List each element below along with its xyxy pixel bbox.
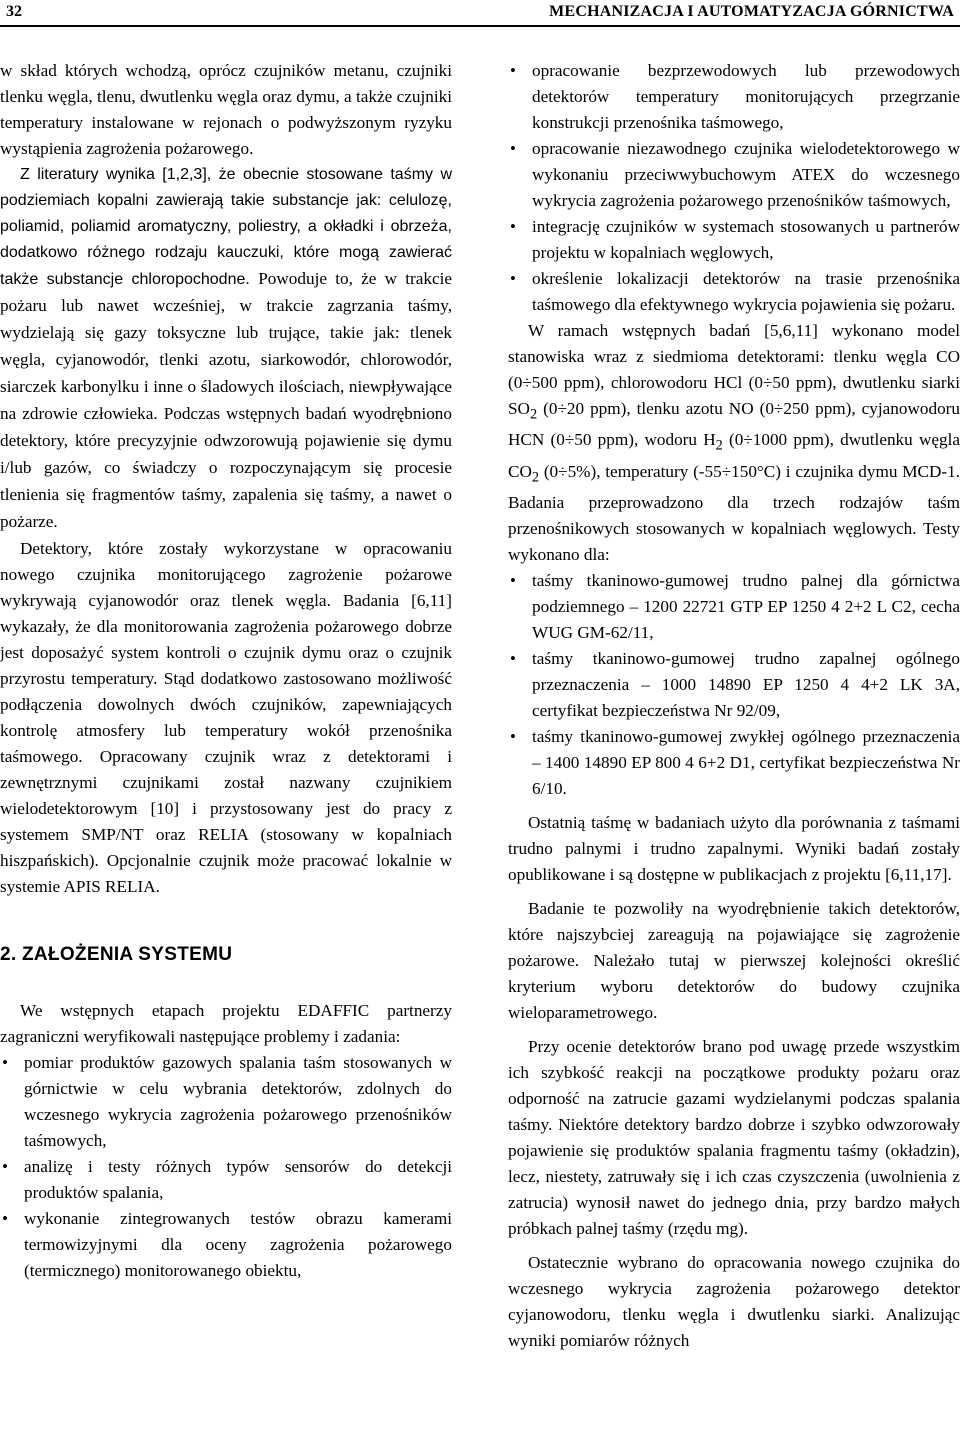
right-column [508,58,960,1354]
list-item: • opracowanie bezprzewodowych lub przewodowych detektorów temperatury monitorujących przegrzanie konstrukcji przenośnika taśmowego, [508,58,960,136]
paragraph-part: (0÷5%), temperatury (-55÷150°C) i czujnika dymu MCD-1. Badania przeprowadzono dla trzech rodzajów taśm przenośnikowych stosowanych w kopalniach węglowych. Testy wykonano dla: [508,461,960,565]
paragraph: Badanie te pozwoliły na wyodrębnienie takich detektorów, które najszybciej zareagują na pojawiające się zagrożenie pożarowe. Należało tutaj w pierwszej kolejności określić kryterium wyboru detektorów do budowy czujnika wieloparametrowego. [508,899,960,1023]
paragraph: We wstępnych etapach projektu EDAFFIC partnerzy zagraniczni weryfikowali następujące problemy i zadania: [0,1001,452,1046]
spacer [508,802,960,810]
header-rule [0,25,960,27]
bullet-list [0,1050,452,1284]
spacer [508,1026,960,1034]
paragraph-part: (0÷1000 ppm), dwutlenku węgla CO [508,430,960,481]
paragraph: Ostatnią taśmę w badaniach użyto dla porównania z taśmami trudno palnymi i trudno zapalnymi. Wyniki badań zostały opublikowane i są dostępne w publikacjach z projektu [6,11,17]. [508,813,960,885]
list-item: • taśmy tkaninowo-gumowej zwykłej ogólnego przeznaczenia – 1400 14890 EP 800 4 6+2 D1, certyfikat bezpieczeństwa Nr 6/10. [508,724,960,802]
list-item: • integrację czujników w systemach stosowanych u partnerów projektu w kopalniach węglowych, [508,214,960,266]
list-item: • wykonanie zintegrowanych testów obrazu kamerami termowizyjnymi dla oceny zagrożenia pożarowego (termicznego) monitorowanego obiektu, [0,1206,452,1284]
page-header [0,0,960,24]
paragraph-part: (0÷20 ppm), tlenku azotu NO (0÷250 ppm), cyjanowodoru HCN (0÷50 ppm), wodoru H [508,399,960,450]
paragraph-part: W ramach wstępnych badań [5,6,11] wykonano model stanowiska wraz z siedmioma detektorami: tlenku węgla CO (0÷500 ppm), chlorowodoru HCl (0÷50 ppm), dwutlenku siarki SO [508,321,960,418]
paragraph-part: Powoduje to, że w trakcie pożaru lub nawet wcześniej, w trakcie zagrzania taśmy, wydzielają się gazy toksyczne lub trujące, takie jak: tlenek węgla, cyjanowodór, tlenki azotu, siarkowodór, chlorowodór, siarczek karbonylku i inne o śladowych ilościach, niewpływające na zdrowie człowieka. Podczas wstępnych badań wyodrębniono detektory, które precyzyjnie odwzorowują pojawienie się dymu i/lub gazów, co świadczy o rozpoczynającym się procesie tlenienia się fragmentów taśmy, zapalenia się taśmy, a nawet o pożarze. [0,269,453,531]
list-item: • taśmy tkaninowo-gumowej trudno zapalnej ogólnego przeznaczenia – 1000 14890 EP 1250 4 4+2 LK 3A, certyfikat bezpieczeństwa Nr 92/09, [508,646,960,724]
paragraph [0,162,452,536]
spacer [508,888,960,896]
list-item: • opracowanie niezawodnego czujnika wielodetektorowego w wykonaniu przeciwwybuchowym ATEX do wczesnego wykrycia zagrożenia pożarowego przenośników taśmowych, [508,136,960,214]
paragraph: w skład których wchodzą, oprócz czujników metanu, czujniki tlenku węgla, tlenu, dwutlenku węgla oraz dymu, a także czujniki temperatury instalowane w rejonach o podwyższonym ryzyku wystąpienia zagrożenia pożarowego. [0,61,452,158]
paragraph-part: Z literatury wynika [1,2,3], że obecnie stosowane taśmy w podziemiach kopalni zawierają takie substancje jak: celulozę, poliamid, poliamid aromatyczny, poliestry, a okładki i obrzeża, dodatkowo różnego rodzaju kauczuki, które mogą zawierać także substancje chloropochodne. [0,166,452,288]
list-item: • pomiar produktów gazowych spalania taśm stosowanych w górnictwie w celu wybrania detektorów, zdolnych do wczesnego wykrycia zagrożenia pożarowego przenośników taśmowych, [0,1050,452,1154]
subscript: 2 [531,469,540,486]
list-item: • określenie lokalizacji detektorów na trasie przenośnika taśmowego dla efektywnego wykrycia pojawienia się pożaru. [508,266,960,318]
bullet-list [508,58,960,318]
subscript: 2 [715,437,723,454]
page-number: 32 [6,3,22,20]
subscript: 2 [529,406,538,423]
section-heading: 2. ZAŁOŻENIA SYSTEMU [0,944,233,965]
paragraph: Przy ocenie detektorów brano pod uwagę przede wszystkim ich szybkość reakcji na początkowe produkty pożaru oraz odporność na zatrucie gazami wydzielanymi podczas spalania taśmy. Niektóre detektory bardzo dobrze i szybko odwzorowały pojawienie się produktów spalania fragmentu taśmy (okładzin), lecz, niestety, zatruwały się i ich czas czyszczenia (uwolnienia z zatrucia) wynosił nawet do jednego dnia, przy bardzo małych próbkach palnej taśmy (rzędu mg). [508,1037,960,1239]
left-column [0,58,452,1284]
list-item: • analizę i testy różnych typów sensorów do detekcji produktów spalania, [0,1154,452,1206]
list-item: • taśmy tkaninowo-gumowej trudno palnej dla górnictwa podziemnego – 1200 22721 GTP EP 1250 4 2+2 L C2, cecha WUG GM-62/11, [508,568,960,646]
spacer [508,1242,960,1250]
paragraph [508,318,960,568]
paragraph: Ostatecznie wybrano do opracowania nowego czujnika do wczesnego wykrycia zagrożenia pożarowego detektor cyjanowodoru, tlenku węgla i dwutlenku siarki. Analizując wyniki pomiarów różnych [508,1253,960,1351]
paragraph: Detektory, które zostały wykorzystane w opracowaniu nowego czujnika monitorującego zagrożenie pożarowe wykrywają cyjanowodór oraz tlenek węgla. Badania [6,11] wykazały, że dla monitorowania zagrożenia pożarowego dobrze jest doposażyć system kontroli o czujnik dymu oraz o czujnik przyrostu temperatury. Stąd dodatkowo zastosowano możliwość podłączenia dowolnych dwóch czujników, zapewniających kontrolę atmosfery lub temperatury wokół przenośnika taśmowego. Opracowany czujnik wraz z detektorami i zewnętrznymi czujnikami został nazwany czujnikiem wielodetektorowym [10] i przystosowany jest do pracy z systemem SMP/NT oraz RELIA (stosowany w kopalniach hiszpańskich). Opcjonalnie czujnik może pracować lokalnie w systemie APIS RELIA. [0,539,452,896]
bullet-list [508,568,960,802]
journal-title: MECHANIZACJA I AUTOMATYZACJA GÓRNICTWA [549,3,954,20]
